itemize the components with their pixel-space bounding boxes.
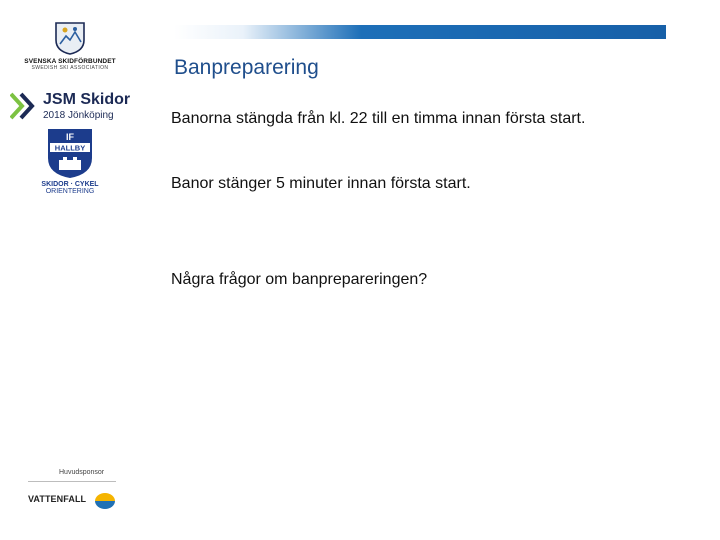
bullet-1: Banorna stängda från kl. 22 till en timma innan första start. bbox=[171, 110, 586, 127]
vattenfall-logo bbox=[28, 492, 120, 510]
bullet-3: Några frågor om banprepareringen? bbox=[171, 271, 428, 288]
svg-text:IF: IF bbox=[66, 132, 74, 142]
ssf-name: SVENSKA SKIDFÖRBUNDET bbox=[24, 58, 116, 65]
vattenfall-sun-icon bbox=[94, 492, 116, 510]
ssf-subtitle: SWEDISH SKI ASSOCIATION bbox=[31, 65, 109, 71]
logo-sidebar bbox=[0, 0, 135, 540]
jsm-title: JSM Skidor bbox=[43, 91, 131, 108]
hallby-line1: SKIDOR · CYKEL bbox=[41, 181, 99, 188]
svg-text:HALLBY: HALLBY bbox=[54, 143, 86, 153]
vattenfall-name: VATTENFALL bbox=[28, 494, 87, 504]
ssf-emblem-icon bbox=[52, 20, 88, 56]
jsm-logo bbox=[10, 90, 131, 124]
ssf-logo bbox=[20, 20, 120, 71]
hallby-shield-icon bbox=[45, 126, 95, 180]
header-bar bbox=[174, 25, 666, 39]
hallby-line2: ORIENTERING bbox=[45, 188, 95, 195]
sponsor-divider bbox=[28, 481, 116, 482]
page-title: Banpreparering bbox=[174, 56, 319, 79]
chevron-logo-icon bbox=[10, 92, 40, 120]
bullet-2: Banor stänger 5 minuter innan första start. bbox=[171, 175, 471, 192]
sponsor-label: Huvudsponsor bbox=[59, 469, 105, 476]
jsm-subtitle: 2018 Jönköping bbox=[43, 110, 114, 121]
hallby-logo bbox=[22, 126, 118, 195]
